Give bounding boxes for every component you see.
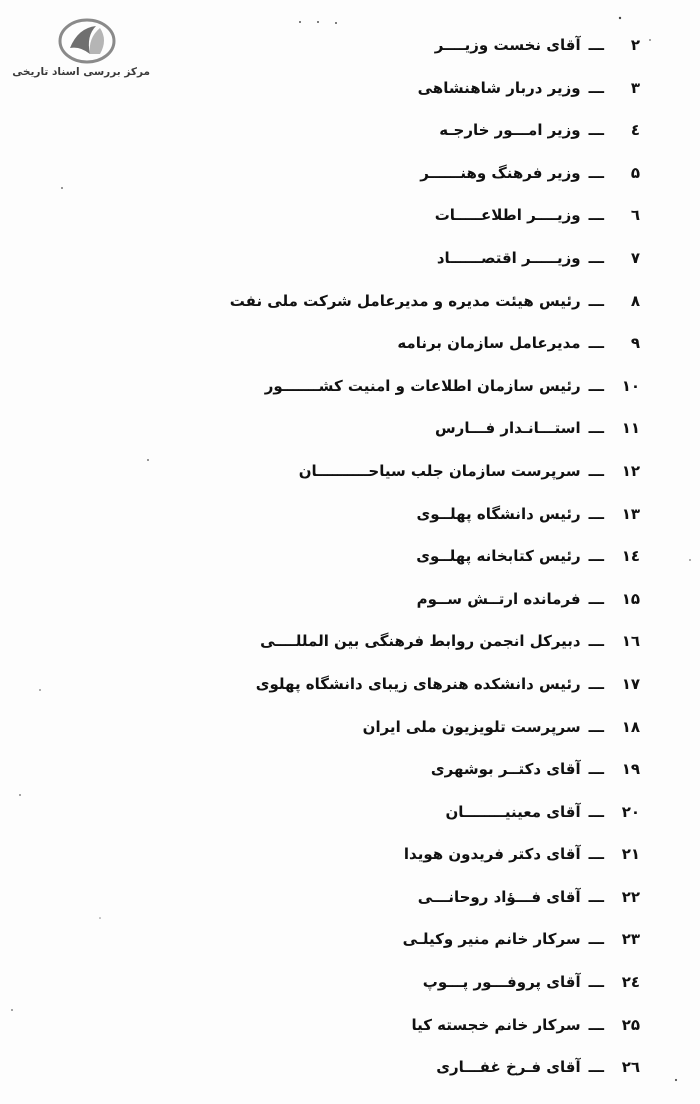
item-title: رئیس سازمان اطلاعات و امنیت کشـــــــور	[264, 376, 581, 395]
item-title: فرمانده ارتــش ســوم	[416, 589, 581, 608]
item-title: سرکار خانم خجسته کیا	[411, 1015, 581, 1034]
list-item	[80, 706, 640, 749]
item-dash: ـــ	[588, 1015, 604, 1034]
item-title: آقای دکتــر بوشهری	[430, 760, 581, 779]
item-dash: ـــ	[588, 36, 604, 54]
item-title: سرپرست تلویزیون ملی ایران	[362, 717, 581, 736]
item-number: ۱٦	[621, 632, 640, 651]
item-dash: ـــ	[588, 163, 604, 182]
item-number: ۲۲	[621, 887, 640, 906]
list-item	[80, 493, 640, 536]
list-item	[80, 748, 640, 791]
item-title: دبیرکل انجمن روابط فرهنگی بین المللــــی	[260, 632, 581, 651]
item-number: ۱۲	[621, 461, 640, 480]
item-dash: ـــ	[588, 845, 604, 864]
item-number: ۲۵	[621, 1015, 640, 1034]
item-dash: ـــ	[588, 248, 604, 267]
list-item	[80, 109, 640, 152]
item-number: ۱۰	[621, 376, 640, 395]
item-dash: ـــ	[588, 461, 604, 480]
list-item	[80, 876, 640, 919]
item-number: ۲٤	[621, 973, 640, 992]
list-item	[80, 407, 640, 450]
item-number: ۲۰	[621, 802, 640, 821]
item-dash: ـــ	[588, 802, 604, 821]
item-number: ۱۹	[621, 760, 640, 779]
item-dash: ـــ	[588, 717, 604, 736]
list-item	[80, 620, 640, 663]
list-item	[80, 791, 640, 834]
item-title: آقای فـرخ غفـــاری	[436, 1058, 581, 1077]
item-number: ۱۳	[621, 504, 640, 523]
item-title: وزیـــــر اقتصــــــاد	[436, 248, 581, 267]
item-title: آقای نخست وزیــــر	[434, 36, 581, 54]
item-title: آقای معینیــــــــان	[445, 802, 581, 821]
item-number: ۲٦	[621, 1058, 640, 1077]
item-number: ۱٤	[621, 547, 640, 566]
item-title: استـــانـدار فـــارس	[434, 419, 581, 438]
item-number: ۵	[630, 163, 640, 182]
item-title: رئیس دانشگاه پهلــوی	[416, 504, 581, 523]
recipient-list	[80, 24, 640, 1089]
item-dash: ـــ	[588, 376, 604, 395]
list-item	[80, 322, 640, 365]
list-item	[80, 237, 640, 280]
list-item	[80, 194, 640, 237]
item-dash: ـــ	[588, 632, 604, 651]
item-number: ۹	[630, 334, 640, 353]
list-item	[80, 833, 640, 876]
item-dash: ـــ	[588, 504, 604, 523]
item-title: آقای دکتر فریدون هویدا	[403, 845, 581, 864]
item-title: رئیس هیئت مدیره و مدیرعامل شرکت ملی نفت	[229, 291, 581, 310]
list-item	[80, 578, 640, 621]
list-item	[80, 1004, 640, 1047]
list-item	[80, 1046, 640, 1089]
item-title: وزیر فرهنگ وهنــــــر	[420, 163, 581, 182]
list-item	[80, 365, 640, 408]
item-dash: ـــ	[588, 887, 604, 906]
list-item	[80, 961, 640, 1004]
item-title: رئیس دانشکده هنرهای زیبای دانشگاه پهلوی	[255, 674, 581, 693]
list-item	[80, 152, 640, 195]
item-number: ٤	[630, 121, 640, 140]
item-number: ۸	[630, 291, 640, 310]
item-title: وزیــــر اطلاعـــــات	[434, 206, 581, 225]
item-title: وزیر امـــور خارجـه	[439, 121, 581, 140]
item-number: ۷	[630, 248, 640, 267]
item-title: سرکار خانم منیر وکیلـی	[402, 930, 581, 949]
item-dash: ـــ	[588, 78, 604, 97]
list-item	[80, 280, 640, 323]
item-title: آقای فـــؤاد روحانـــی	[417, 887, 581, 906]
item-number: ۲۱	[621, 845, 640, 864]
item-number: ٦	[630, 206, 640, 225]
item-dash: ـــ	[588, 589, 604, 608]
item-number: ۳	[630, 78, 640, 97]
item-title: رئیس کتابخانه پهلــوی	[416, 547, 581, 566]
item-title: وزیر دربار شاهنشاهی	[417, 78, 581, 97]
item-dash: ـــ	[588, 419, 604, 438]
item-dash: ـــ	[588, 760, 604, 779]
item-title: سرپرست سازمان جلب سیاحــــــــــان	[298, 461, 581, 480]
item-dash: ـــ	[588, 547, 604, 566]
item-dash: ـــ	[588, 334, 604, 353]
item-number: ۱۷	[621, 674, 640, 693]
item-dash: ـــ	[588, 1058, 604, 1077]
item-number: ۲	[630, 36, 640, 54]
item-number: ۱۸	[621, 717, 640, 736]
item-dash: ـــ	[588, 206, 604, 225]
list-item	[80, 450, 640, 493]
list-item	[80, 24, 640, 67]
item-number: ۲۳	[621, 930, 640, 949]
item-dash: ـــ	[588, 930, 604, 949]
item-dash: ـــ	[588, 973, 604, 992]
item-title: آقای پروفـــور پـــوپ	[422, 973, 581, 992]
item-dash: ـــ	[588, 121, 604, 140]
item-number: ۱۱	[621, 419, 640, 438]
list-item	[80, 67, 640, 110]
item-dash: ـــ	[588, 674, 604, 693]
item-dash: ـــ	[588, 291, 604, 310]
list-item	[80, 535, 640, 578]
item-number: ۱۵	[621, 589, 640, 608]
item-title: مدیرعامل سازمان برنامه	[397, 334, 581, 353]
list-item	[80, 918, 640, 961]
list-item	[80, 663, 640, 706]
archive-caption: مرکز بررسی اسناد تاریخی	[12, 66, 150, 78]
